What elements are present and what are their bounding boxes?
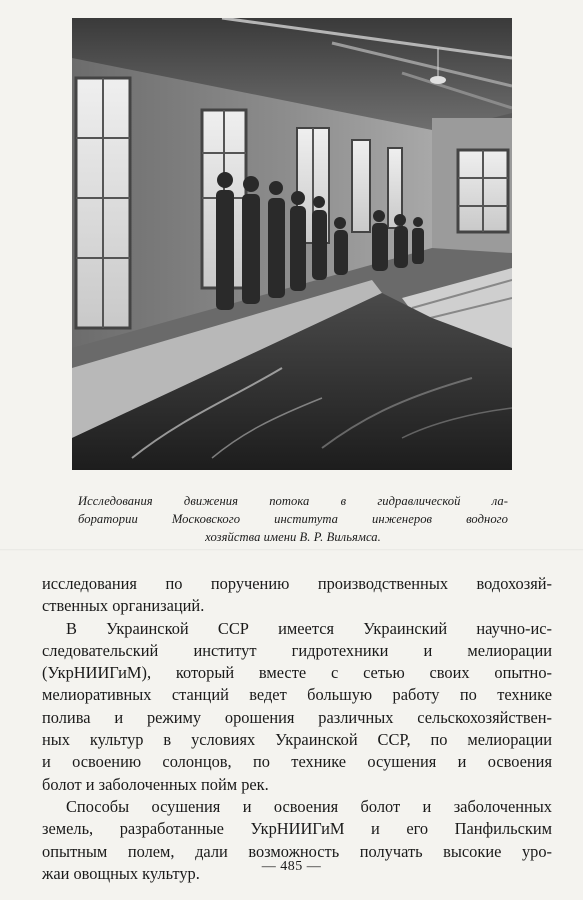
text-line: исследования по поручению производственных водохозяй- bbox=[42, 574, 552, 593]
text-line: полива и режиму орошения различных сельскохозяйствен- bbox=[42, 707, 552, 727]
text-line: и освоению солонцов, по технике осушения и освоения bbox=[42, 752, 552, 772]
text-line: В Украинской ССР имеется Украинский научно-ис- bbox=[66, 618, 552, 638]
text-line: следовательский институт гидротехники и мелиорации bbox=[42, 640, 552, 660]
laboratory-photo-image bbox=[72, 18, 512, 470]
laboratory-photo bbox=[72, 18, 512, 470]
text-line: болот и заболоченных пойм рек. bbox=[42, 774, 269, 794]
page-number: — 485 — bbox=[261, 859, 322, 874]
caption-line: боратории Московского института инженеров водного bbox=[78, 512, 508, 526]
text-line: земель, разработанные УкрНИИГиМ и его Панфильским bbox=[42, 819, 552, 839]
text-line: опытным полем, дали возможность получать высокие уро- bbox=[42, 841, 552, 861]
text-line: ственных организаций. bbox=[42, 596, 205, 616]
text-line: мелиоративных станций ведет большую работу по технике bbox=[42, 685, 552, 705]
text-line: Способы осушения и освоения болот и заболоченных bbox=[66, 796, 552, 816]
text-line: жаи овощных культур. bbox=[42, 863, 200, 883]
body-text bbox=[42, 573, 552, 885]
scan-seam bbox=[0, 549, 583, 551]
text-line: (УкрНИИГиМ), который вместе с сетью своих опытно- bbox=[42, 663, 552, 683]
caption-line: Исследования движения потока в гидравлической ла- bbox=[78, 494, 508, 508]
photo-caption bbox=[78, 492, 508, 546]
caption-line: хозяйства имени В. Р. Вильямса. bbox=[205, 530, 381, 544]
text-line: ных культур в условиях Украинской ССР, по мелиорации bbox=[42, 730, 552, 750]
